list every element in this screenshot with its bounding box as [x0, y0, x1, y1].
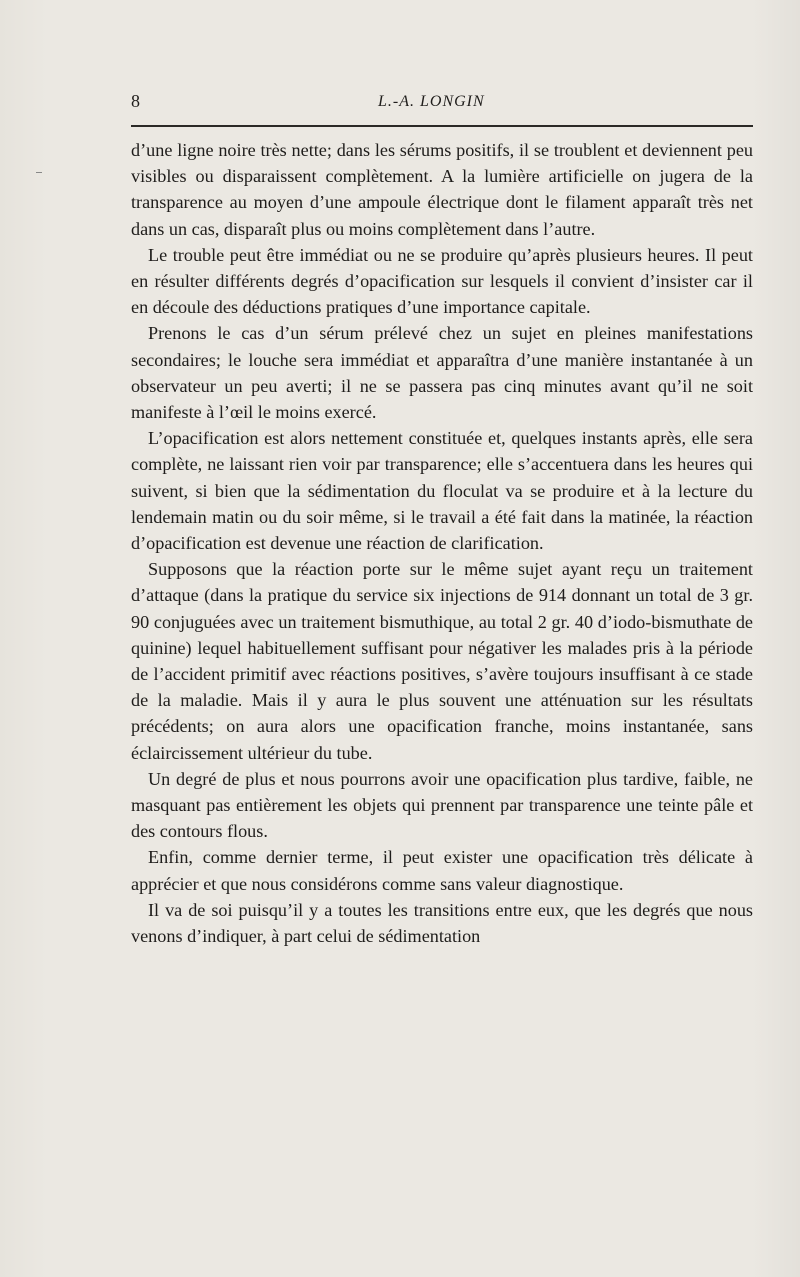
- header-rule: [131, 125, 753, 127]
- paragraph-continuation: d’une ligne noire très nette; dans les sérums positifs, il se troublent et deviennent peu visibles ou disparaissent complètement. A la lumière artificielle on jugera de la transparence au moyen d’une ampoule électrique dont le filament apparaît très net dans un cas, disparaît plus ou moins complètement dans l’autre.: [131, 140, 753, 239]
- paragraph-last-degree: Enfin, comme dernier terme, il peut exister une opacification très délicate à apprécier et que nous considérons comme sans valeur diagnostique.: [131, 847, 753, 894]
- running-title: L.-A. LONGIN: [378, 93, 485, 110]
- paragraph-secondary-case: Prenons le cas d’un sérum prélevé chez un sujet en pleines manifestations secondaires; le louche sera immédiat et apparaîtra d’une manière instantanée à un observateur un peu averti; il ne se passera pas cinq minutes avant qu’il ne soit manifeste à l’œil le moins exercé.: [131, 323, 753, 423]
- paragraph-treatment: Supposons que la réaction porte sur le même sujet ayant reçu un traitement d’attaque (dans la pratique du service six injections de 914 donnant un total de 3 gr. 90 conjuguées avec un traitement bismuthique, au total 2 gr. 40 d’iodo-bismuthate de quinine) lequel habituellement suffisant pour négativer les malades pris à la période de l’accident primitif avec réactions positives, s’avère toujours insuffisant à ce stade de la maladie. Mais il y aura le plus souvent une atténuation sur les résultats précédents; on aura alors une opacification franche, moins instantanée, sans éclaircissement ultérieur du tube.: [131, 559, 753, 763]
- paragraph-late-opacification: Un degré de plus et nous pourrons avoir une opacification plus tardive, faible, ne masquant pas entièrement les objets qui prennent par transparence une teinte pâle et des contours flous.: [131, 768, 753, 842]
- paragraph-trouble: Le trouble peut être immédiat ou ne se produire qu’après plusieurs heures. Il peut en résulter différents degrés d’opacification sur lesquels il convient d’insister car il en découle des déductions pratiques d’une importance capitale.: [131, 244, 753, 318]
- paragraph-opacification: L’opacification est alors nettement constituée et, quelques instants après, elle sera complète, ne laissant rien voir par transparence; elle s’accentuera dans les heures qui suivent, si bien que la sédimentation du floculat va se produire et à la lecture du lendemain matin ou du soir même, si le travail a été fait dans la matinée, la réaction d’opacification est devenue une réaction de clarification.: [131, 428, 753, 554]
- paragraph-transitions: Il va de soi puisqu’il y a toutes les transitions entre eux, que les degrés que nous venons d’indiquer, à part celui de sédimentation: [131, 899, 753, 947]
- body-text: [131, 137, 753, 949]
- margin-mark: [36, 172, 42, 173]
- page-header: [131, 92, 753, 118]
- page-number: 8: [131, 91, 140, 111]
